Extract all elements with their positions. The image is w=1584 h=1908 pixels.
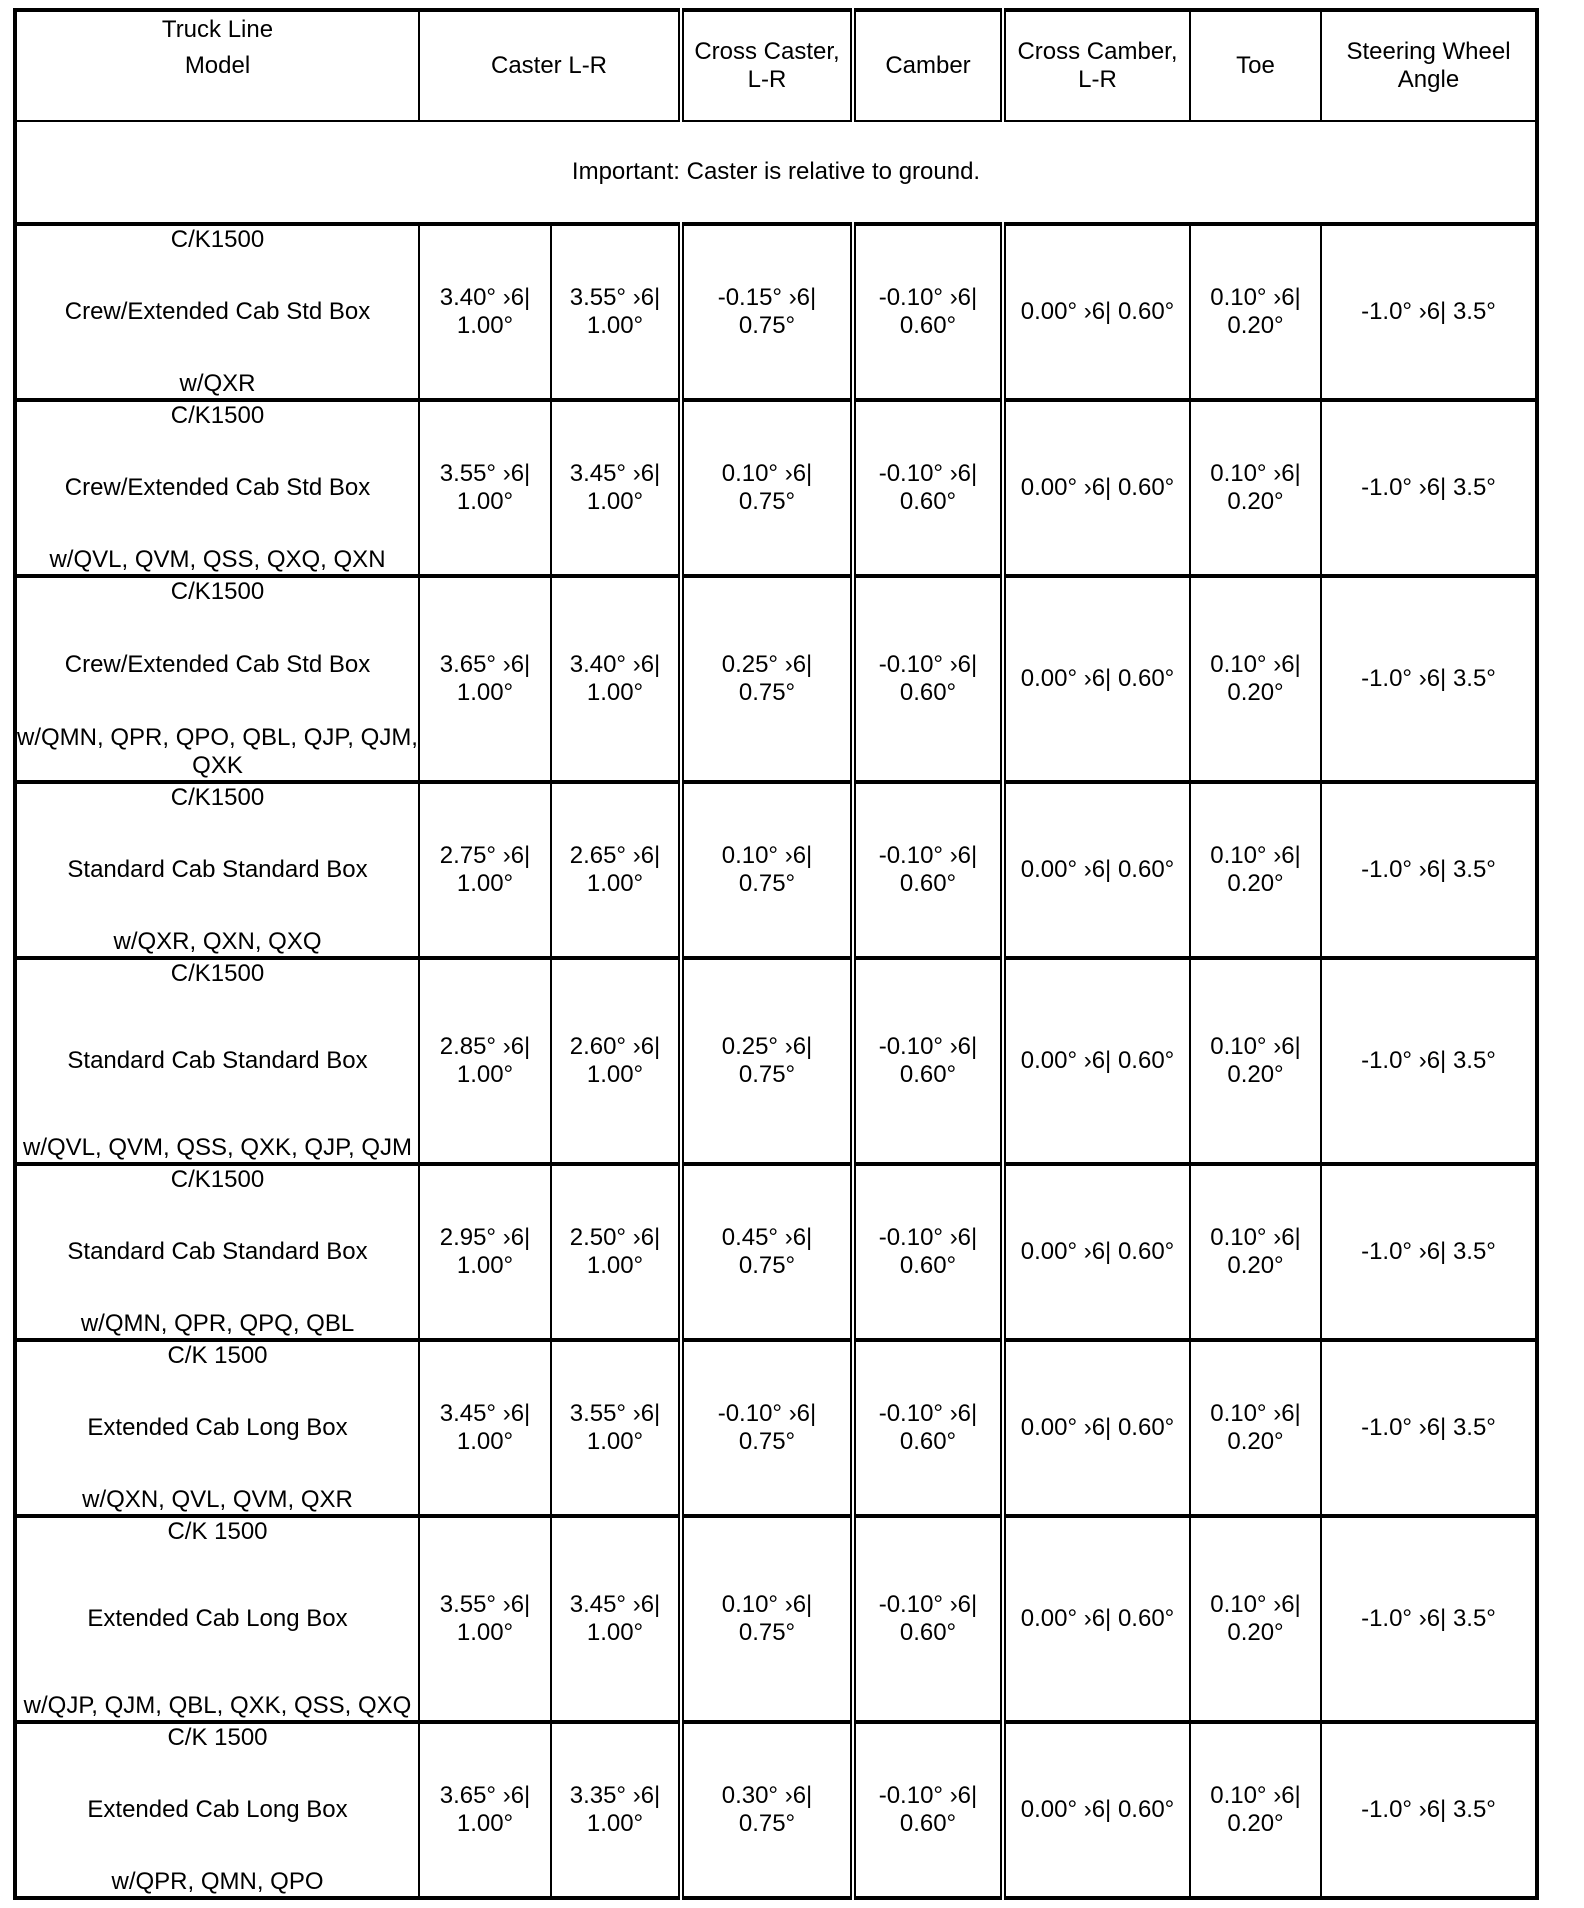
caster-left-cell-value: 3.55° ›6| <box>439 1591 531 1618</box>
cross-camber-cell: 0.00° ›6| 0.60° <box>1003 782 1190 958</box>
cross-caster-cell-tolerance: 0.75° <box>738 1061 796 1088</box>
camber-cell-tolerance: 0.60° <box>899 1810 957 1837</box>
caster-left-cell <box>419 1340 551 1516</box>
option-codes: w/QXR, QXN, QXQ <box>113 928 322 955</box>
option-codes: w/QMN, QPR, QPO, QBL, QJP, QJM, QXK <box>17 724 418 779</box>
cross-camber-cell: 0.00° ›6| 0.60° <box>1003 958 1190 1164</box>
cross-caster-cell <box>681 1516 853 1722</box>
model-column-header <box>15 10 419 121</box>
model-name: Crew/Extended Cab Std Box <box>64 298 371 325</box>
model-name: Extended Cab Long Box <box>87 1414 348 1441</box>
caster-right-cell-value: 3.35° ›6| <box>569 1782 661 1809</box>
camber-cell-value: -0.10° ›6| <box>878 1033 978 1060</box>
truck-line-label: Truck Line <box>161 16 274 43</box>
camber-cell <box>853 576 1003 782</box>
camber-cell-tolerance: 0.60° <box>899 1428 957 1455</box>
toe-cell-value: 0.10° ›6| <box>1210 284 1301 311</box>
caster-right-cell-tolerance: 1.00° <box>586 1061 644 1088</box>
caster-left-cell-value: 3.40° ›6| <box>439 284 531 311</box>
camber-cell-value: -0.10° ›6| <box>878 1782 978 1809</box>
cross-caster-cell <box>681 224 853 400</box>
table-row <box>15 782 1537 958</box>
caster-header: Caster L-R <box>419 10 681 121</box>
option-codes: w/QPR, QMN, QPO <box>111 1868 324 1895</box>
toe-cell <box>1190 1516 1321 1722</box>
cross-caster-cell-value: 0.10° ›6| <box>721 460 813 487</box>
caster-left-cell <box>419 1516 551 1722</box>
steering-angle-cell: -1.0° ›6| 3.5° <box>1321 1340 1537 1516</box>
model-cell <box>15 224 419 400</box>
model-cell <box>15 1722 419 1898</box>
option-codes: w/QXR <box>179 370 256 397</box>
table-row <box>15 224 1537 400</box>
option-codes: w/QMN, QPR, QPQ, QBL <box>80 1310 355 1337</box>
caster-right-cell-tolerance: 1.00° <box>586 870 644 897</box>
steering-angle-cell: -1.0° ›6| 3.5° <box>1321 576 1537 782</box>
camber-cell-tolerance: 0.60° <box>899 312 957 339</box>
model-cell <box>15 782 419 958</box>
truck-line: C/K 1500 <box>167 1724 268 1751</box>
toe-header: Toe <box>1190 10 1321 121</box>
camber-cell <box>853 958 1003 1164</box>
caster-right-cell <box>551 224 681 400</box>
cross-caster-header: Cross Caster, L-R <box>681 10 853 121</box>
model-cell <box>15 958 419 1164</box>
cross-camber-cell: 0.00° ›6| 0.60° <box>1003 1722 1190 1898</box>
model-name: Crew/Extended Cab Std Box <box>64 474 371 501</box>
toe-cell <box>1190 400 1321 576</box>
caster-note: Important: Caster is relative to ground. <box>15 121 1537 224</box>
cross-caster-cell <box>681 576 853 782</box>
caster-left-cell <box>419 782 551 958</box>
toe-cell-tolerance: 0.20° <box>1227 1252 1284 1279</box>
caster-left-cell-tolerance: 1.00° <box>456 1252 514 1279</box>
caster-left-cell <box>419 958 551 1164</box>
cross-caster-cell-tolerance: 0.75° <box>738 870 796 897</box>
caster-right-cell-value: 3.55° ›6| <box>569 1400 661 1427</box>
cross-caster-cell <box>681 1164 853 1340</box>
camber-cell-value: -0.10° ›6| <box>878 842 978 869</box>
caster-left-cell-tolerance: 1.00° <box>456 1810 514 1837</box>
camber-cell <box>853 1340 1003 1516</box>
steering-angle-cell: -1.0° ›6| 3.5° <box>1321 1516 1537 1722</box>
steering-angle-cell: -1.0° ›6| 3.5° <box>1321 782 1537 958</box>
truck-line: C/K1500 <box>170 402 265 429</box>
table-row <box>15 958 1537 1164</box>
caster-right-cell-value: 3.45° ›6| <box>569 1591 661 1618</box>
model-cell <box>15 1340 419 1516</box>
cross-camber-cell: 0.00° ›6| 0.60° <box>1003 1516 1190 1722</box>
caster-right-cell-value: 3.45° ›6| <box>569 460 661 487</box>
camber-cell-tolerance: 0.60° <box>899 488 957 515</box>
cross-caster-cell <box>681 958 853 1164</box>
caster-left-cell <box>419 400 551 576</box>
caster-right-cell-tolerance: 1.00° <box>586 1252 644 1279</box>
caster-right-cell-tolerance: 1.00° <box>586 488 644 515</box>
toe-cell-tolerance: 0.20° <box>1227 1619 1284 1646</box>
option-codes: w/QVL, QVM, QSS, QXK, QJP, QJM <box>23 1134 412 1161</box>
model-name: Standard Cab Standard Box <box>67 1047 368 1074</box>
table-row <box>15 400 1537 576</box>
toe-cell-value: 0.10° ›6| <box>1210 842 1301 869</box>
caster-right-cell-tolerance: 1.00° <box>586 679 644 706</box>
caster-left-cell-tolerance: 1.00° <box>456 312 514 339</box>
caster-right-cell <box>551 958 681 1164</box>
toe-cell <box>1190 1340 1321 1516</box>
cross-camber-cell: 0.00° ›6| 0.60° <box>1003 1164 1190 1340</box>
caster-right-cell-value: 2.50° ›6| <box>569 1224 661 1251</box>
cross-caster-cell-value: -0.15° ›6| <box>717 284 817 311</box>
cross-caster-cell-tolerance: 0.75° <box>738 1252 796 1279</box>
camber-cell-tolerance: 0.60° <box>899 870 957 897</box>
camber-header: Camber <box>853 10 1003 121</box>
cross-caster-cell-tolerance: 0.75° <box>738 1619 796 1646</box>
option-codes: w/QVL, QVM, QSS, QXQ, QXN <box>49 546 386 573</box>
camber-cell-tolerance: 0.60° <box>899 1252 957 1279</box>
truck-line: C/K1500 <box>170 960 265 987</box>
model-cell <box>15 1164 419 1340</box>
camber-cell-value: -0.10° ›6| <box>878 1591 978 1618</box>
option-codes: w/QXN, QVL, QVM, QXR <box>82 1486 353 1513</box>
camber-cell-value: -0.10° ›6| <box>878 284 978 311</box>
cross-caster-cell-value: 0.10° ›6| <box>721 842 813 869</box>
cross-caster-cell-tolerance: 0.75° <box>738 312 796 339</box>
model-cell <box>15 1516 419 1722</box>
caster-right-cell <box>551 1722 681 1898</box>
steering-angle-cell: -1.0° ›6| 3.5° <box>1321 1722 1537 1898</box>
caster-right-cell-value: 2.65° ›6| <box>569 842 661 869</box>
toe-cell <box>1190 1164 1321 1340</box>
caster-right-cell-value: 2.60° ›6| <box>569 1033 661 1060</box>
camber-cell-tolerance: 0.60° <box>899 1619 957 1646</box>
cross-caster-cell-value: 0.45° ›6| <box>721 1224 813 1251</box>
caster-right-cell <box>551 1516 681 1722</box>
note-row <box>15 121 1537 224</box>
caster-left-cell-value: 2.85° ›6| <box>439 1033 531 1060</box>
caster-right-cell-tolerance: 1.00° <box>586 1428 644 1455</box>
cross-caster-cell-tolerance: 0.75° <box>738 679 796 706</box>
toe-cell-value: 0.10° ›6| <box>1210 1591 1301 1618</box>
camber-cell <box>853 1164 1003 1340</box>
toe-cell-tolerance: 0.20° <box>1227 870 1284 897</box>
caster-left-cell-tolerance: 1.00° <box>456 1619 514 1646</box>
camber-cell <box>853 1722 1003 1898</box>
cross-caster-cell-value: 0.25° ›6| <box>721 651 813 678</box>
camber-cell-value: -0.10° ›6| <box>878 1224 978 1251</box>
camber-cell <box>853 400 1003 576</box>
header-row <box>15 10 1537 121</box>
caster-left-cell-value: 3.55° ›6| <box>439 460 531 487</box>
cross-caster-cell-value: 0.30° ›6| <box>721 1782 813 1809</box>
caster-left-cell-tolerance: 1.00° <box>456 870 514 897</box>
toe-cell-tolerance: 0.20° <box>1227 312 1284 339</box>
caster-left-cell-value: 3.45° ›6| <box>439 1400 531 1427</box>
toe-cell-value: 0.10° ›6| <box>1210 1782 1301 1809</box>
camber-cell <box>853 1516 1003 1722</box>
cross-camber-cell: 0.00° ›6| 0.60° <box>1003 576 1190 782</box>
model-label: Model <box>184 52 251 79</box>
model-cell <box>15 576 419 782</box>
caster-right-cell-tolerance: 1.00° <box>586 1810 644 1837</box>
toe-cell-value: 0.10° ›6| <box>1210 460 1301 487</box>
model-name: Standard Cab Standard Box <box>67 856 368 883</box>
model-cell <box>15 400 419 576</box>
toe-cell-tolerance: 0.20° <box>1227 488 1284 515</box>
toe-cell <box>1190 224 1321 400</box>
toe-cell-tolerance: 0.20° <box>1227 679 1284 706</box>
cross-camber-cell: 0.00° ›6| 0.60° <box>1003 224 1190 400</box>
toe-cell-value: 0.10° ›6| <box>1210 1400 1301 1427</box>
cross-caster-cell-tolerance: 0.75° <box>738 1428 796 1455</box>
cross-caster-cell-tolerance: 0.75° <box>738 488 796 515</box>
cross-caster-cell <box>681 1722 853 1898</box>
toe-cell-value: 0.10° ›6| <box>1210 1224 1301 1251</box>
model-name: Extended Cab Long Box <box>87 1796 348 1823</box>
truck-line: C/K1500 <box>170 578 265 605</box>
table-row <box>15 1164 1537 1340</box>
cross-caster-cell <box>681 400 853 576</box>
caster-left-cell-tolerance: 1.00° <box>456 1061 514 1088</box>
option-codes: w/QJP, QJM, QBL, QXK, QSS, QXQ <box>23 1692 412 1719</box>
cross-caster-cell-value: 0.25° ›6| <box>721 1033 813 1060</box>
caster-right-cell <box>551 782 681 958</box>
camber-cell-tolerance: 0.60° <box>899 1061 957 1088</box>
camber-cell-value: -0.10° ›6| <box>878 1400 978 1427</box>
cross-caster-cell-tolerance: 0.75° <box>738 1810 796 1837</box>
caster-right-cell <box>551 1340 681 1516</box>
toe-cell <box>1190 782 1321 958</box>
caster-right-cell <box>551 576 681 782</box>
model-name: Crew/Extended Cab Std Box <box>64 651 371 678</box>
caster-right-cell-value: 3.40° ›6| <box>569 651 661 678</box>
steering-angle-cell: -1.0° ›6| 3.5° <box>1321 224 1537 400</box>
caster-left-cell-value: 3.65° ›6| <box>439 1782 531 1809</box>
camber-cell <box>853 782 1003 958</box>
caster-right-cell-tolerance: 1.00° <box>586 312 644 339</box>
cross-caster-cell <box>681 1340 853 1516</box>
caster-left-cell-tolerance: 1.00° <box>456 488 514 515</box>
caster-right-cell-value: 3.55° ›6| <box>569 284 661 311</box>
caster-left-cell <box>419 1722 551 1898</box>
camber-cell-value: -0.10° ›6| <box>878 460 978 487</box>
alignment-spec-table <box>13 8 1539 1900</box>
toe-cell-tolerance: 0.20° <box>1227 1061 1284 1088</box>
cross-caster-cell <box>681 782 853 958</box>
caster-right-cell <box>551 400 681 576</box>
steering-header: Steering Wheel Angle <box>1321 10 1537 121</box>
cross-camber-cell: 0.00° ›6| 0.60° <box>1003 400 1190 576</box>
cross-camber-header: Cross Camber, L-R <box>1003 10 1190 121</box>
caster-left-cell <box>419 576 551 782</box>
caster-left-cell-value: 3.65° ›6| <box>439 651 531 678</box>
model-name: Standard Cab Standard Box <box>67 1238 368 1265</box>
caster-left-cell-value: 2.75° ›6| <box>439 842 531 869</box>
alignment-spec-document <box>13 8 1535 1900</box>
camber-cell-tolerance: 0.60° <box>899 679 957 706</box>
toe-cell-tolerance: 0.20° <box>1227 1810 1284 1837</box>
steering-angle-cell: -1.0° ›6| 3.5° <box>1321 400 1537 576</box>
camber-cell-value: -0.10° ›6| <box>878 651 978 678</box>
table-row <box>15 1340 1537 1516</box>
steering-angle-cell: -1.0° ›6| 3.5° <box>1321 958 1537 1164</box>
truck-line: C/K1500 <box>170 1166 265 1193</box>
cross-caster-cell-value: 0.10° ›6| <box>721 1591 813 1618</box>
caster-left-cell-value: 2.95° ›6| <box>439 1224 531 1251</box>
toe-cell <box>1190 1722 1321 1898</box>
camber-cell <box>853 224 1003 400</box>
truck-line: C/K 1500 <box>167 1518 268 1545</box>
toe-cell <box>1190 576 1321 782</box>
truck-line: C/K1500 <box>170 784 265 811</box>
model-name: Extended Cab Long Box <box>87 1605 348 1632</box>
caster-left-cell <box>419 224 551 400</box>
toe-cell <box>1190 958 1321 1164</box>
toe-cell-value: 0.10° ›6| <box>1210 651 1301 678</box>
caster-right-cell-tolerance: 1.00° <box>586 1619 644 1646</box>
toe-cell-value: 0.10° ›6| <box>1210 1033 1301 1060</box>
table-row <box>15 1722 1537 1898</box>
caster-left-cell <box>419 1164 551 1340</box>
steering-angle-cell: -1.0° ›6| 3.5° <box>1321 1164 1537 1340</box>
table-row <box>15 1516 1537 1722</box>
truck-line: C/K1500 <box>170 226 265 253</box>
caster-left-cell-tolerance: 1.00° <box>456 679 514 706</box>
cross-caster-cell-value: -0.10° ›6| <box>717 1400 817 1427</box>
cross-camber-cell: 0.00° ›6| 0.60° <box>1003 1340 1190 1516</box>
table-row <box>15 576 1537 782</box>
caster-left-cell-tolerance: 1.00° <box>456 1428 514 1455</box>
toe-cell-tolerance: 0.20° <box>1227 1428 1284 1455</box>
truck-line: C/K 1500 <box>167 1342 268 1369</box>
caster-right-cell <box>551 1164 681 1340</box>
